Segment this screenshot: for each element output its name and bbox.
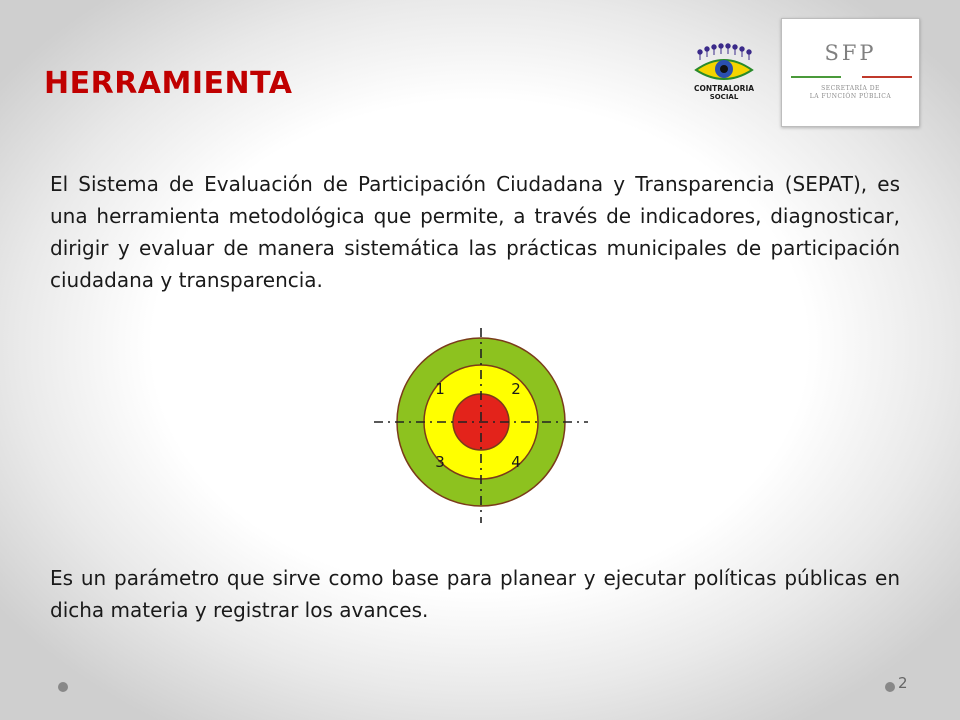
quadrant-label-3: 3 [435,453,445,471]
contraloria-social-logo [690,42,758,102]
target-diagram [370,325,592,525]
contraloria-text-1: CONTRALORIA [693,84,755,93]
sfp-subtitle-2: LA FUNCIÓN PÚBLICA [809,93,892,100]
contraloria-text-2: SOCIAL [709,93,739,101]
description-paragraph: El Sistema de Evaluación de Participación Ciudadana y Transparencia (SEPAT), es una herramienta metodológica que permite, a través de indicadores, diagnosticar, dirigir y evaluar de manera sistemática las prácticas municipales de participación ciudadana y transparencia. [50,172,900,292]
page-number: 2 [898,674,908,692]
quadrant-label-4: 4 [511,453,521,471]
footer-dot-right [885,682,895,692]
sfp-subtitle-1: SECRETARÍA DE [821,85,880,92]
sfp-logo-name: SFP [824,41,877,65]
closing-paragraph: Es un parámetro que sirve como base para planear y ejecutar políticas públicas en dicha materia y registrar los avances. [50,566,900,622]
slide-title: HERRAMIENTA [44,66,293,101]
sfp-stripe-green [791,76,841,78]
quadrant-label-2: 2 [511,380,521,398]
sfp-stripe-red [862,76,912,78]
quadrant-label-1: 1 [435,380,445,398]
sfp-logo [781,18,920,127]
footer-dot-left [58,682,68,692]
